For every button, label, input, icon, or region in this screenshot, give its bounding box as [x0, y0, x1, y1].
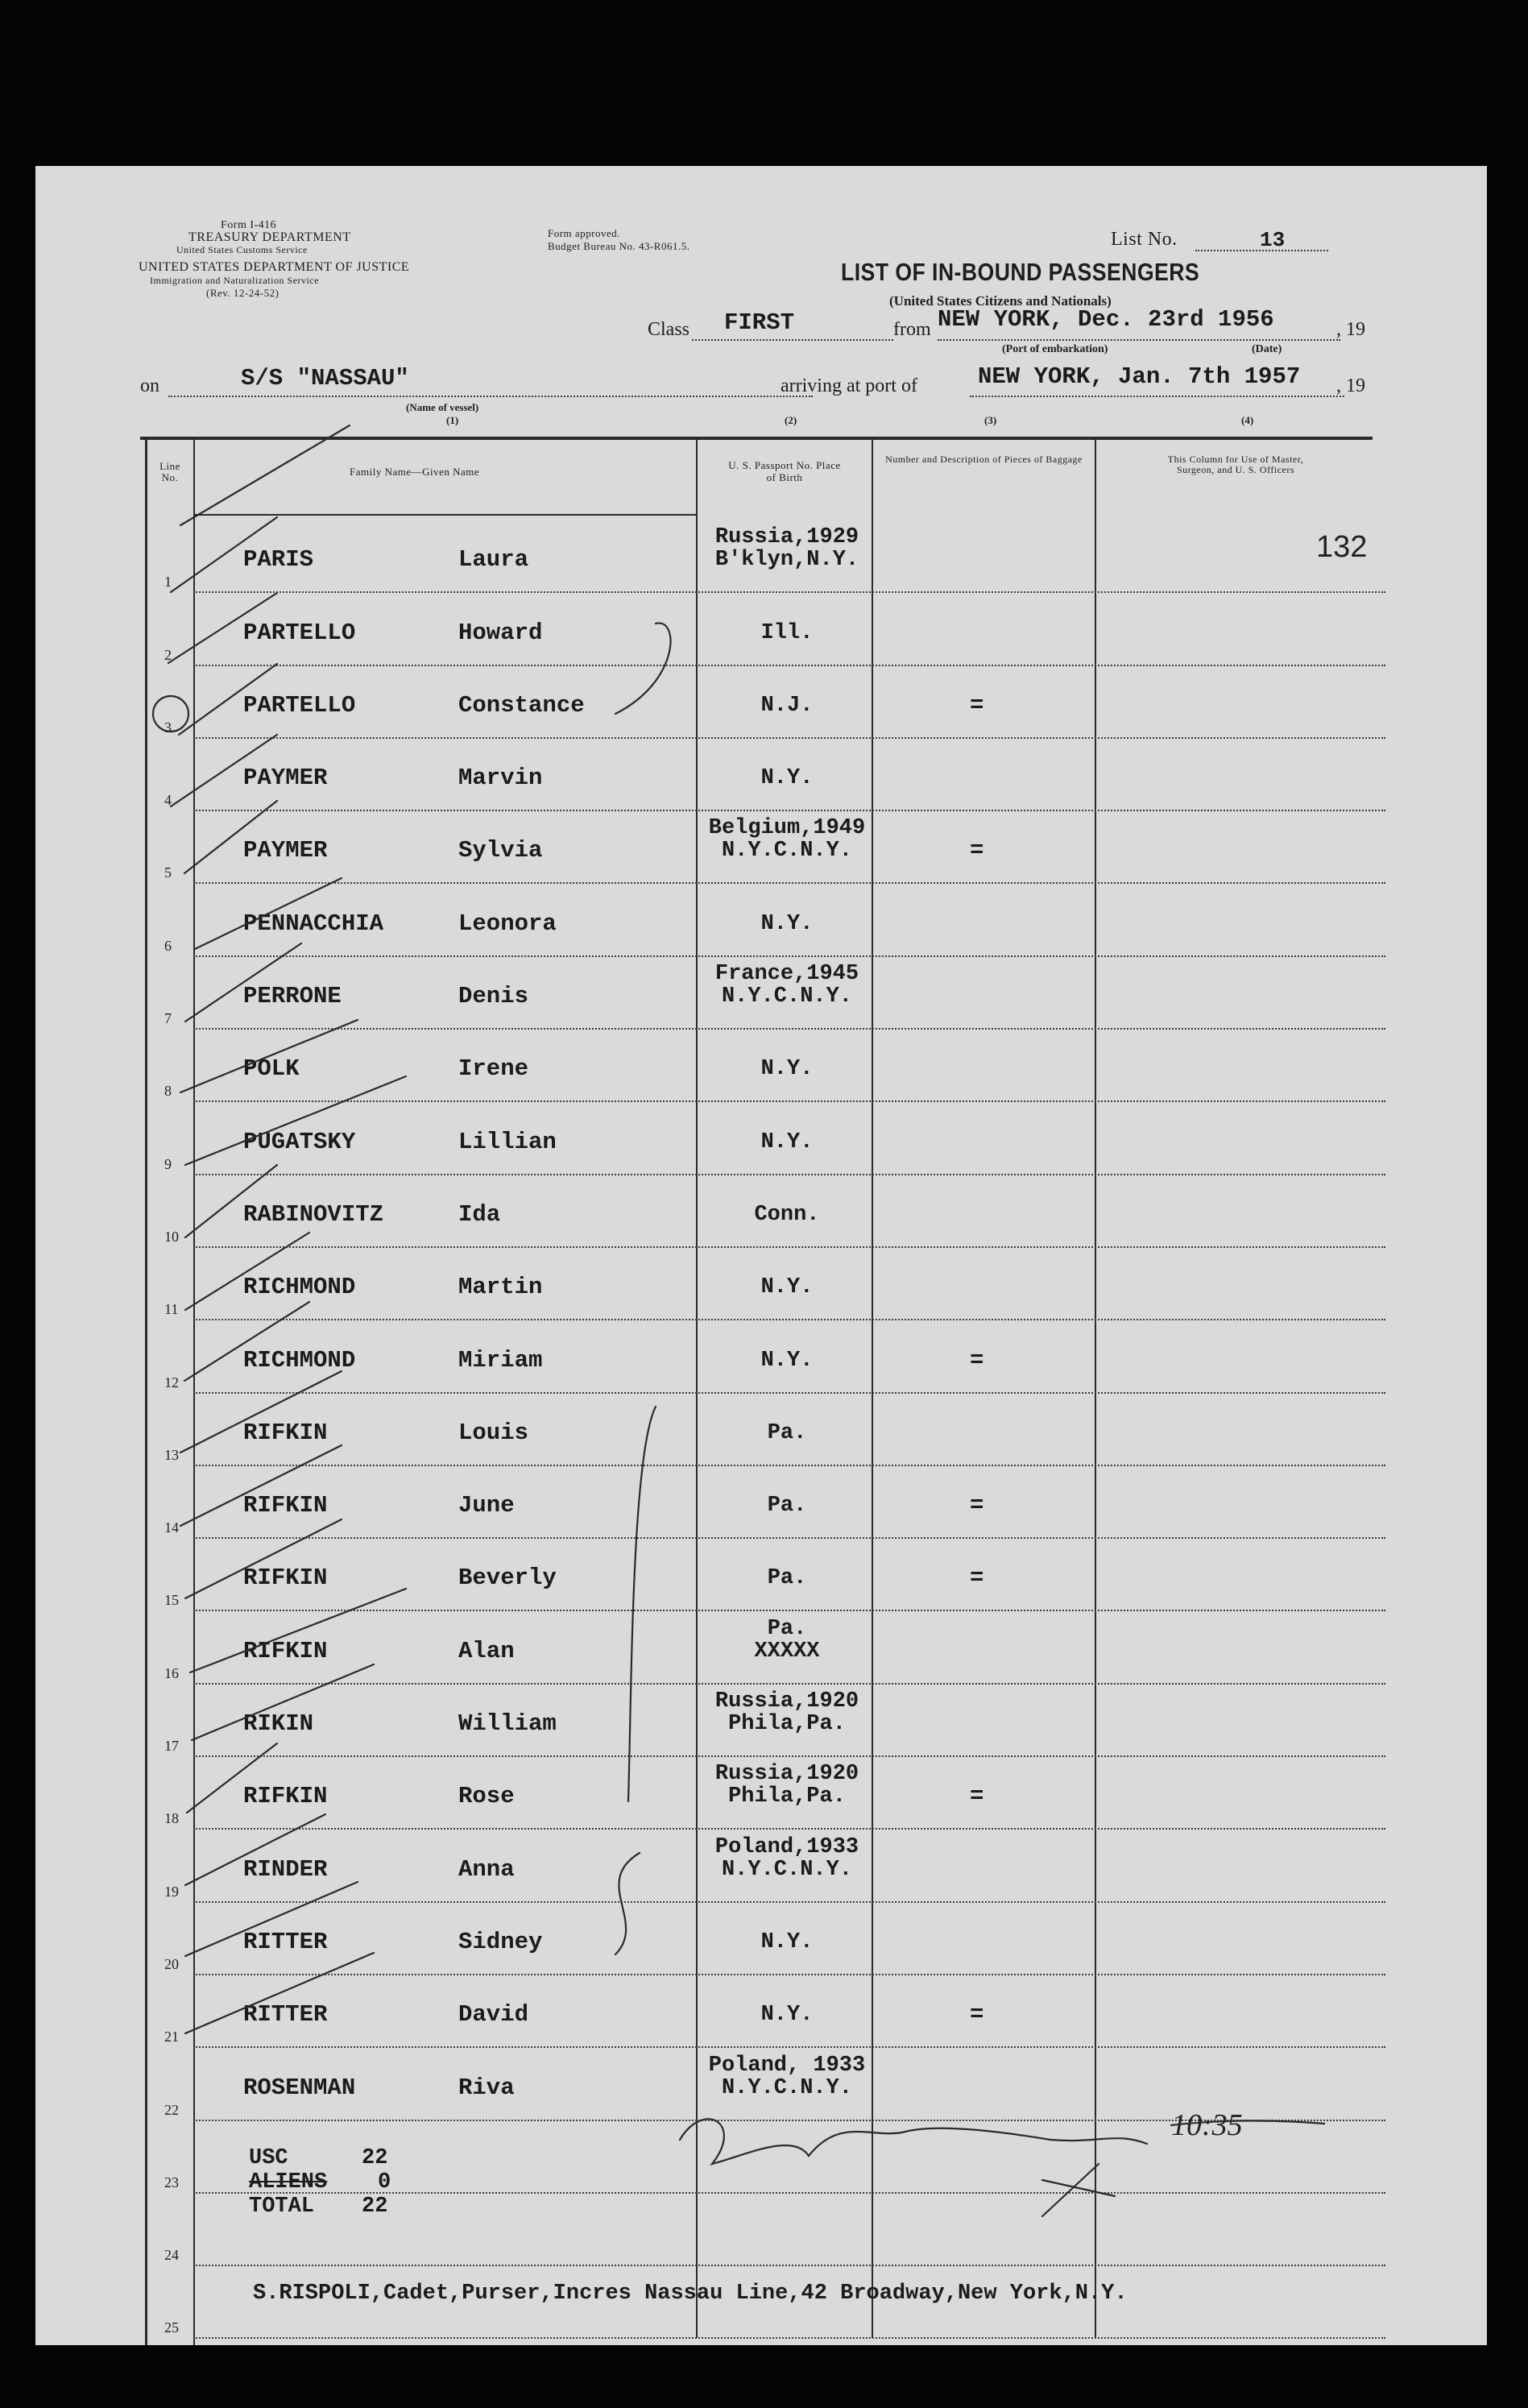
given-name: Louis [458, 1419, 529, 1446]
given-name: Martin [458, 1274, 543, 1301]
given-name: Riva [458, 2074, 515, 2101]
column-number-4: (4) [1241, 414, 1254, 426]
usc-label: USC [249, 2146, 288, 2170]
place-of-birth: N.Y.C.N.Y. [721, 839, 853, 864]
given-name: Alan [458, 1637, 515, 1664]
place-of-birth: Conn. [754, 1202, 820, 1227]
family-name: RINDER [243, 1855, 328, 1883]
given-name: Anna [458, 1855, 515, 1883]
family-name: RICHMOND [243, 1346, 356, 1374]
given-name: William [458, 1710, 557, 1738]
column-number-2: (2) [785, 414, 797, 426]
place-of-birth: Phila,Pa. [728, 1712, 846, 1737]
place-of-birth: XXXXX [754, 1639, 820, 1664]
birth-country-year: Pa. [767, 1616, 807, 1641]
form-number: Form I-416 [221, 219, 277, 231]
line-number: 5 [164, 864, 172, 881]
aliens-value: 0 [378, 2170, 391, 2195]
place-of-birth: N.Y. [760, 766, 814, 791]
passenger-list-sheet [35, 166, 1487, 2345]
given-name: Denis [458, 983, 529, 1010]
line-number: 22 [164, 2101, 179, 2118]
family-name: RIFKIN [243, 1419, 328, 1446]
line-number: 21 [164, 2029, 179, 2045]
class-label: Class [648, 319, 690, 340]
baggage-mark: = [970, 837, 984, 864]
family-name: ROSENMAN [243, 2074, 356, 2101]
line-number: 24 [164, 2247, 179, 2264]
date-caption: (Date) [1252, 343, 1282, 355]
family-name: RIFKIN [243, 1783, 328, 1810]
handwritten-check-marks [35, 166, 1487, 2345]
given-name: Howard [458, 619, 543, 646]
baggage-mark: = [970, 691, 984, 719]
family-name: RIFKIN [243, 1492, 328, 1519]
line-number: 12 [164, 1374, 179, 1391]
line-number: 4 [164, 792, 172, 809]
place-of-birth: N.J. [760, 693, 814, 718]
customs-service: United States Customs Service [176, 244, 308, 255]
header-passport-birth: U. S. Passport No. Place of Birth [728, 459, 841, 483]
line-number: 10 [164, 1228, 179, 1245]
place-of-birth: N.Y. [760, 1929, 814, 1954]
family-name: PARTELLO [243, 619, 356, 646]
place-of-birth: Pa. [767, 1566, 807, 1591]
official-note: 132 [1316, 530, 1368, 565]
line-number: 16 [164, 1664, 179, 1681]
line-number: 13 [164, 1446, 179, 1463]
usc-value: 22 [362, 2146, 388, 2170]
baggage-mark: = [970, 1565, 984, 1592]
birth-country-year: Russia,1929 [714, 525, 859, 550]
place-of-birth: N.Y. [760, 1129, 814, 1154]
line-number: 18 [164, 1810, 179, 1827]
line-number: 20 [164, 1955, 179, 1972]
family-name: RIKIN [243, 1710, 314, 1738]
place-of-birth: N.Y.C.N.Y. [721, 984, 853, 1009]
total-label: TOTAL [249, 2195, 315, 2219]
port-embarkation-caption: (Port of embarkation) [1002, 343, 1108, 355]
place-of-birth: Pa. [767, 1494, 807, 1519]
place-of-birth: N.Y. [760, 1057, 814, 1082]
list-number-label: List No. [1111, 229, 1178, 250]
line-number: 19 [164, 1883, 179, 1900]
form-title: LIST OF IN-BOUND PASSENGERS [841, 258, 1200, 286]
place-of-birth: N.Y. [760, 911, 814, 936]
place-of-birth: N.Y. [760, 1275, 814, 1300]
total-value: 22 [362, 2195, 388, 2219]
place-of-birth: N.Y.C.N.Y. [721, 1857, 853, 1882]
family-name: PERRONE [243, 983, 342, 1010]
arriving-label: arriving at port of [781, 375, 917, 396]
line-number: 17 [164, 1738, 179, 1755]
line-number: 23 [164, 2174, 179, 2190]
family-name: PAYMER [243, 765, 328, 792]
given-name: Sidney [458, 1928, 543, 1955]
birth-country-year: Belgium,1949 [708, 816, 866, 841]
immigration-service: Immigration and Naturalization Service [150, 275, 319, 286]
family-name: RABINOVITZ [243, 1200, 384, 1228]
arriving-year-prefix: , 19 [1336, 375, 1365, 396]
family-name: RIFKIN [243, 1637, 328, 1664]
birth-country-year: Russia,1920 [714, 1689, 859, 1714]
family-name: POLK [243, 1055, 300, 1083]
birth-country-year: France,1945 [714, 962, 859, 987]
given-name: Beverly [458, 1565, 557, 1592]
column-number-3: (3) [984, 414, 997, 426]
line-number: 3 [164, 719, 172, 736]
aliens-label: ALIENS [249, 2170, 328, 2195]
from-label: from [893, 319, 931, 340]
place-of-birth: Ill. [760, 620, 814, 645]
given-name: Marvin [458, 765, 543, 792]
given-name: June [458, 1492, 515, 1519]
baggage-mark: = [970, 1492, 984, 1519]
line-number: 2 [164, 646, 172, 663]
place-of-birth: N.Y.C.N.Y. [721, 2075, 853, 2100]
header-baggage: Number and Description of Pieces of Baggage [885, 454, 1083, 465]
vessel-name: S/S "NASSAU" [241, 365, 409, 392]
header-family-given-name: Family Name—Given Name [350, 466, 480, 478]
family-name: PARTELLO [243, 691, 356, 719]
justice-department: UNITED STATES DEPARTMENT OF JUSTICE [139, 260, 410, 274]
budget-bureau-number: Budget Bureau No. 43-R061.5. [548, 240, 690, 252]
given-name: Irene [458, 1055, 529, 1083]
from-value: NEW YORK, Dec. 23rd 1956 [938, 306, 1274, 333]
baggage-mark: = [970, 2001, 984, 2029]
given-name: Miriam [458, 1346, 543, 1374]
given-name: David [458, 2001, 529, 2029]
family-name: PENNACCHIA [243, 910, 384, 937]
on-label: on [140, 375, 159, 396]
revision-date: (Rev. 12-24-52) [206, 287, 280, 299]
header-officers: This Column for Use of Master, Surgeon, and U. S. Officers [1167, 454, 1304, 475]
place-of-birth: Phila,Pa. [728, 1784, 846, 1809]
line-number: 9 [164, 1155, 172, 1172]
line-number: 15 [164, 1592, 179, 1609]
family-name: PUGATSKY [243, 1128, 356, 1155]
form-approved: Form approved. [548, 227, 621, 239]
handwritten-time: 10:35 [1171, 2108, 1243, 2142]
baggage-mark: = [970, 1783, 984, 1810]
given-name: Ida [458, 1200, 501, 1228]
birth-country-year: Russia,1920 [714, 1762, 859, 1787]
family-name: RIFKIN [243, 1565, 328, 1592]
vessel-caption: (Name of vessel) [406, 401, 479, 413]
baggage-mark: = [970, 1346, 984, 1374]
line-number: 6 [164, 937, 172, 954]
given-name: Constance [458, 691, 585, 719]
purser-signature-line: S.RISPOLI,Cadet,Purser,Incres Nassau Line,42 Broadway,New York,N.Y. [253, 2282, 1128, 2306]
treasury-department: TREASURY DEPARTMENT [188, 230, 351, 244]
given-name: Sylvia [458, 837, 543, 864]
given-name: Leonora [458, 910, 557, 937]
family-name: PAYMER [243, 837, 328, 864]
place-of-birth: B'klyn,N.Y. [714, 548, 859, 573]
list-number-value: 13 [1260, 228, 1286, 252]
class-value: FIRST [724, 309, 795, 336]
place-of-birth: N.Y. [760, 2003, 814, 2028]
line-number: 14 [164, 1519, 179, 1536]
place-of-birth: N.Y. [760, 1348, 814, 1373]
from-year-prefix: , 19 [1336, 319, 1365, 340]
family-name: RICHMOND [243, 1274, 356, 1301]
line-number: 1 [164, 574, 172, 591]
place-of-birth: Pa. [767, 1420, 807, 1445]
column-number-1: (1) [446, 414, 459, 426]
birth-country-year: Poland, 1933 [708, 2053, 866, 2078]
family-name: PARIS [243, 546, 314, 574]
line-number: 11 [164, 1301, 179, 1318]
family-name: RITTER [243, 1928, 328, 1955]
family-name: RITTER [243, 2001, 328, 2029]
given-name: Rose [458, 1783, 515, 1810]
line-number: 25 [164, 2319, 179, 2336]
line-number: 8 [164, 1083, 172, 1100]
form-subtitle: (United States Citizens and Nationals) [889, 293, 1112, 309]
line-number: 7 [164, 1010, 172, 1027]
header-line-no: Line No. [159, 460, 180, 483]
arriving-value: NEW YORK, Jan. 7th 1957 [978, 363, 1301, 390]
birth-country-year: Poland,1933 [714, 1834, 859, 1859]
given-name: Laura [458, 546, 529, 574]
given-name: Lillian [458, 1128, 557, 1155]
